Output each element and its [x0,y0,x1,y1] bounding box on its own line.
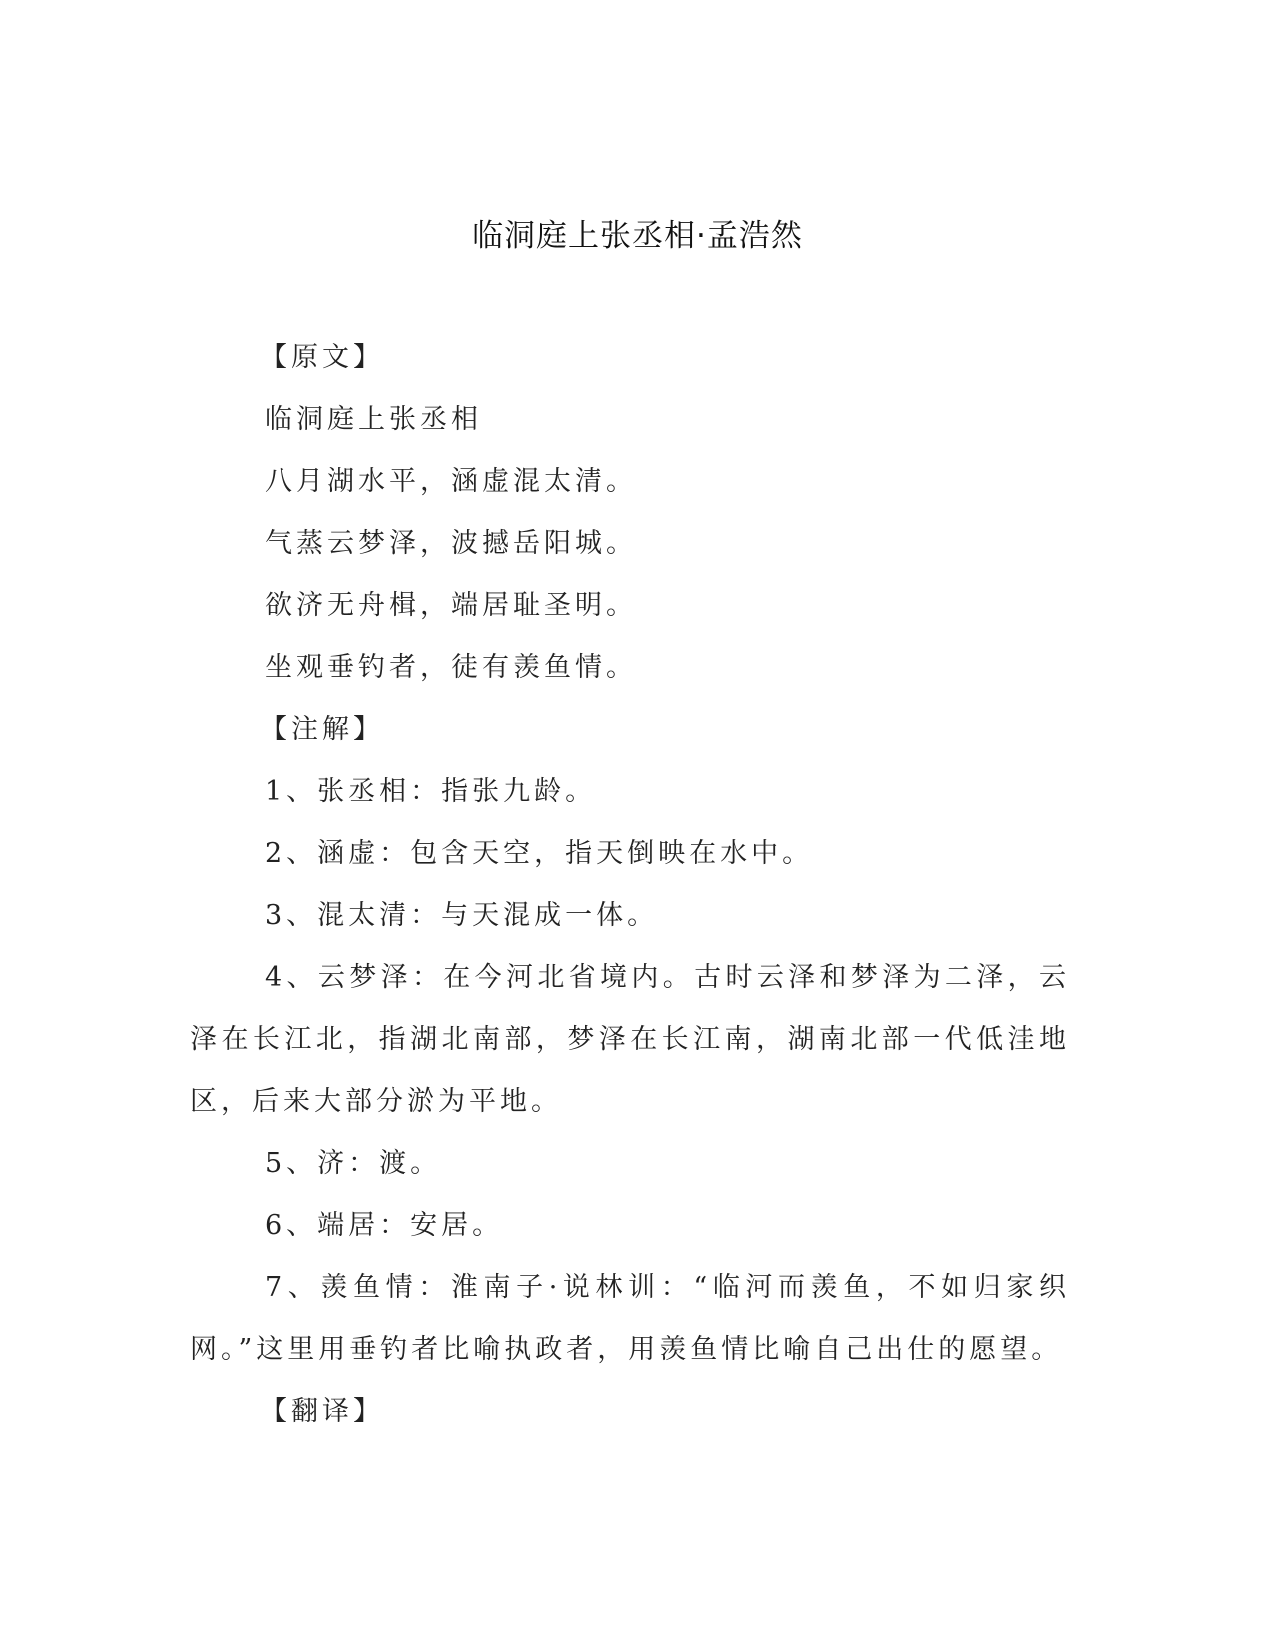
document-title: 临洞庭上张丞相·孟浩然 [472,218,803,254]
section-heading-translation: 【翻译】 [260,1396,384,1427]
poem-title: 临洞庭上张丞相 [265,404,482,435]
note-item: 5、济：渡。 [265,1148,442,1179]
note-item: 4、云梦泽：在今河北省境内。古时云泽和梦泽为二泽，云泽在长江北，指湖北南部，梦泽在长江南，湖南北部一代低洼地区，后来大部分淤为平地。 [190,962,1070,1117]
note-item: 3、混太清：与天混成一体。 [265,900,659,931]
poem-line: 坐观垂钓者，徒有羡鱼情。 [265,652,637,683]
note-item: 7、羡鱼情：淮南子·说林训：“临河而羡鱼，不如归家织网。”这里用垂钓者比喻执政者，用羡鱼情比喻自己出仕的愿望。 [190,1272,1070,1365]
poem-line: 欲济无舟楫，端居耻圣明。 [265,590,637,621]
note-item: 2、涵虚：包含天空，指天倒映在水中。 [265,838,814,869]
section-heading-original: 【原文】 [260,342,384,373]
note-item: 6、端居：安居。 [265,1210,504,1241]
note-item: 1、张丞相：指张九龄。 [265,776,597,807]
document-body [190,327,1070,1443]
poem-line: 八月湖水平，涵虚混太清。 [265,466,637,497]
section-heading-notes: 【注解】 [260,714,384,745]
poem-line: 气蒸云梦泽，波撼岳阳城。 [265,528,637,559]
